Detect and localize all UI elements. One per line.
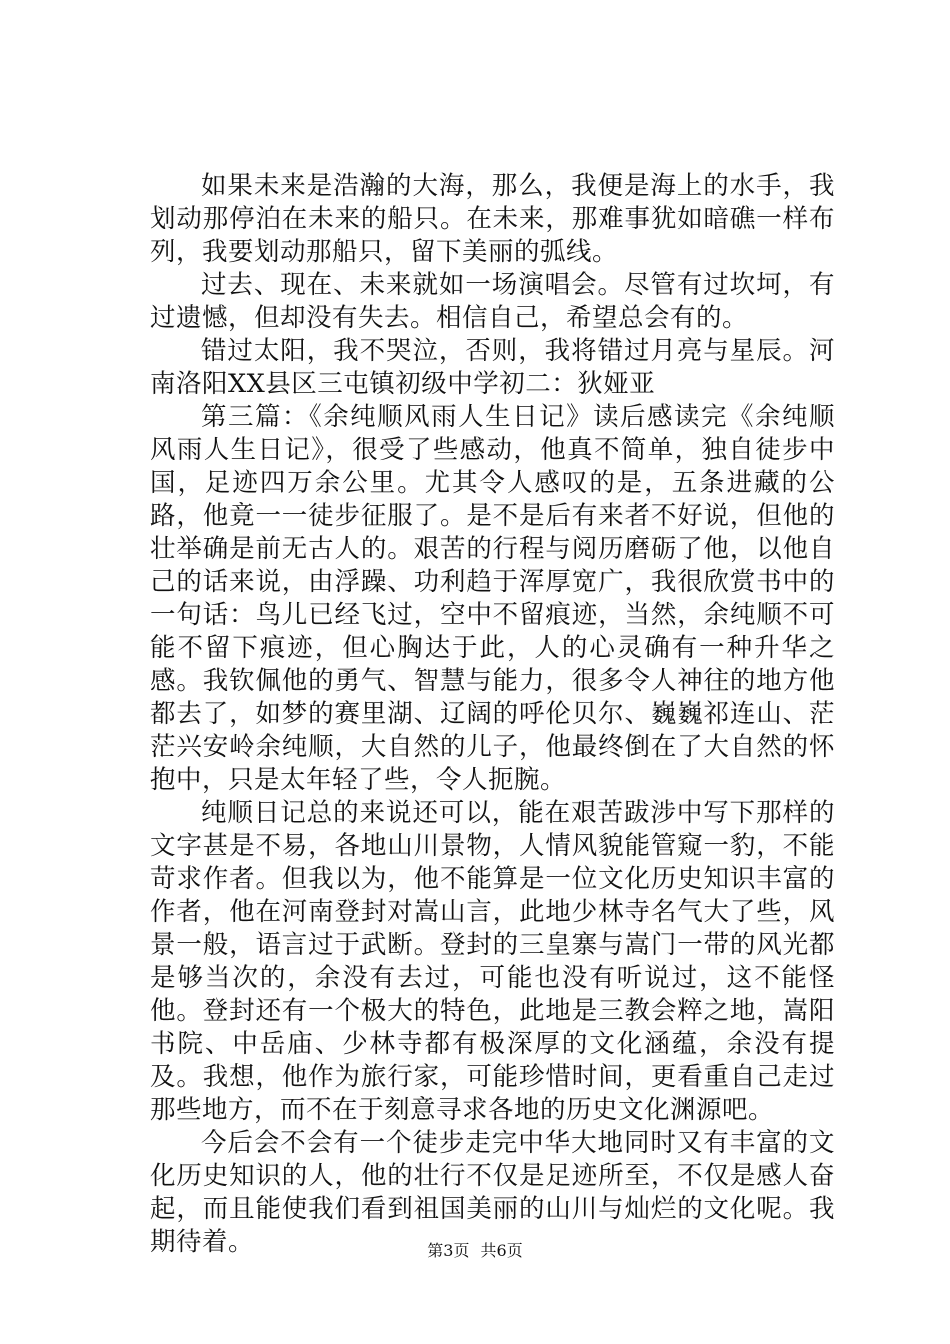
- page-total: 共6页: [480, 1241, 523, 1260]
- paragraph: 过去、现在、未来就如一场演唱会。尽管有过坎坷，有过遗憾，但却没有失去。相信自己，希望总会有的。: [150, 270, 835, 333]
- page-footer: [0, 1241, 950, 1261]
- paragraph: 第三篇：《余纯顺风雨人生日记》读后感读完《余纯顺风雨人生日记》，很受了些感动，他真不简单，独自徒步中国，足迹四万余公里。尤其令人感叹的是，五条进藏的公路，他竟一一徒步征服了。是不是后有来者不好说，但他的壮举确是前无古人的。艰苦的行程与阅历磨砺了他，以他自己的话来说，由浮躁、功利趋于浑厚宽广，我很欣赏书中的一句话：鸟儿已经飞过，空中不留痕迹，当然，余纯顺不可能不留下痕迹，但心胸达于此，人的心灵确有一种升华之感。我钦佩他的勇气、智慧与能力，很多令人神往的地方他都去了，如梦的赛里湖、辽阔的呼伦贝尔、巍巍祁连山、茫茫兴安岭余纯顺，大自然的儿子，他最终倒在了大自然的怀抱中，只是太年轻了些，令人扼腕。: [150, 402, 835, 795]
- paragraph: 纯顺日记总的来说还可以，能在艰苦跋涉中写下那样的文字甚是不易，各地山川景物，人情风貌能管窥一豹，不能苛求作者。但我以为，他不能算是一位文化历史知识丰富的作者，他在河南登封对嵩山言，此地少林寺名气大了些，风景一般，语言过于武断。登封的三皇寨与嵩门一带的风光都是够当次的，余没有去过，可能也没有听说过，这不能怪他。登封还有一个极大的特色，此地是三教会粹之地，嵩阳书院、中岳庙、少林寺都有极深厚的文化涵蕴，余没有提及。我想，他作为旅行家，可能珍惜时间，更看重自己走过那些地方，而不在于刻意寻求各地的历史文化渊源吧。: [150, 798, 835, 1125]
- paragraph: 错过太阳，我不哭泣，否则，我将错过月亮与星辰。河南洛阳XX县区三屯镇初级中学初二：狄娅亚: [150, 336, 835, 399]
- document-body: [150, 170, 835, 1259]
- paragraph: 如果未来是浩瀚的大海，那么，我便是海上的水手，我划动那停泊在未来的船只。在未来，那难事犹如暗礁一样布列，我要划动那船只，留下美丽的弧线。: [150, 171, 835, 267]
- page-number: 第3页: [427, 1241, 470, 1260]
- paragraph: 今后会不会有一个徒步走完中华大地同时又有丰富的文化历史知识的人，他的壮行不仅是足迹所至，不仅是感人奋起，而且能使我们看到祖国美丽的山川与灿烂的文化呢。我期待着。: [150, 1128, 835, 1257]
